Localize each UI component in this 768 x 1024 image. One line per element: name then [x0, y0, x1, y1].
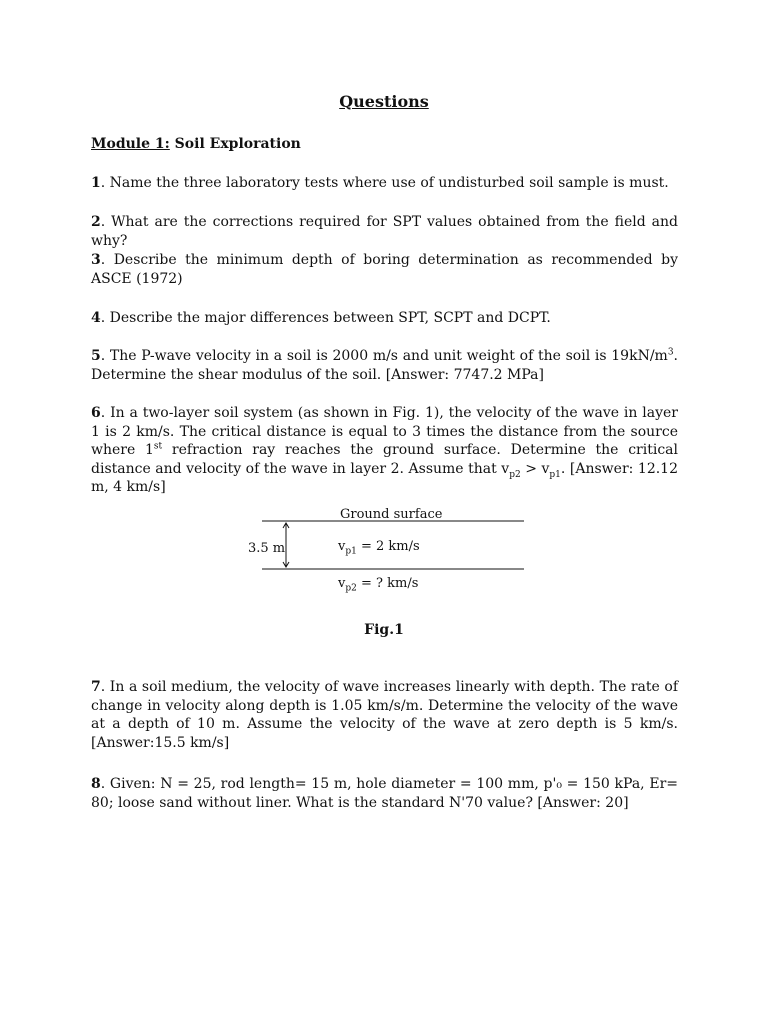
- question-text: refraction ray reaches the ground surface. Determine the critical distance and velocity of the wave in layer 2. Assume that v: [91, 442, 678, 477]
- question-3: [91, 251, 678, 288]
- question-text: . Describe the minimum depth of boring determination as recommended by ASCE (1972): [91, 252, 678, 287]
- question-2: [91, 213, 678, 250]
- page-title: Questions: [339, 92, 429, 111]
- question-text: > v: [520, 460, 550, 477]
- question-7: [91, 678, 678, 752]
- module-name: Soil Exploration: [169, 136, 301, 152]
- question-text: . In a two-layer soil system (as shown in Fig. 1), the velocity of the wave in layer 1 is 2 km/s. The critical distance is equal to 3 times the distance from the source where 1: [91, 405, 678, 458]
- question-number: 5: [91, 348, 101, 364]
- question-number: 6: [91, 405, 101, 421]
- layer1-velocity-label: $v_{p1} = 2$ km/s: [338, 539, 420, 557]
- question-number: 4: [91, 310, 101, 326]
- question-number: 8: [91, 776, 101, 792]
- ground-surface-label: Ground surface: [340, 507, 443, 522]
- module-heading: [91, 136, 301, 152]
- question-text: . What are the corrections required for SPT values obtained from the field and why?: [91, 214, 678, 249]
- question-number: 7: [91, 679, 101, 695]
- subscript: p1: [549, 469, 561, 480]
- question-text: . The P-wave velocity in a soil is 2000 m/s and unit weight of the soil is 19kN/m: [100, 348, 668, 364]
- question-4: [91, 309, 678, 328]
- question-text: . In a soil medium, the velocity of wave increases linearly with depth. The rate of change in velocity along depth is 1.05 km/s/m. Determine the velocity of the wave at a depth of 10 m. Assume the velocity of the wave at zero depth is 5 km/s. [Answer:15.5 km/s]: [91, 679, 678, 751]
- question-6: [91, 404, 678, 497]
- question-text: . Describe the major differences between SPT, SCPT and DCPT.: [100, 310, 551, 326]
- question-text: . Name the three laboratory tests where use of undisturbed soil sample is must.: [100, 175, 669, 191]
- figure-two-layer-soil: [240, 504, 530, 599]
- superscript: st: [153, 441, 163, 452]
- question-number: 3: [91, 252, 101, 268]
- question-text: . [Answer: 12.12 m, 4 km/s]: [91, 460, 678, 495]
- subscript: p2: [509, 469, 521, 480]
- question-5: [91, 347, 678, 384]
- question-number: 1: [91, 175, 101, 191]
- module-label: Module 1:: [91, 136, 170, 152]
- superscript: 3: [667, 347, 674, 358]
- figure-caption: Fig.1: [364, 622, 404, 638]
- subscript: p2: [345, 583, 357, 594]
- question-text: . Determine the shear modulus of the soil. [Answer: 7747.2 MPa]: [91, 348, 678, 383]
- question-8: [91, 775, 678, 812]
- question-text: . Given: N = 25, rod length= 15 m, hole diameter = 100 mm, p'₀ = 150 kPa, Er= 80; loose sand without liner. What is the standard N'70 value? [Answer: 20]: [91, 776, 678, 811]
- question-1: [91, 174, 678, 193]
- subscript: p1: [345, 546, 357, 557]
- question-number: 2: [91, 214, 101, 230]
- depth-label: 3.5 m: [248, 541, 286, 556]
- layer2-velocity-label: $v_{p2}$ = ? km/s: [338, 576, 419, 594]
